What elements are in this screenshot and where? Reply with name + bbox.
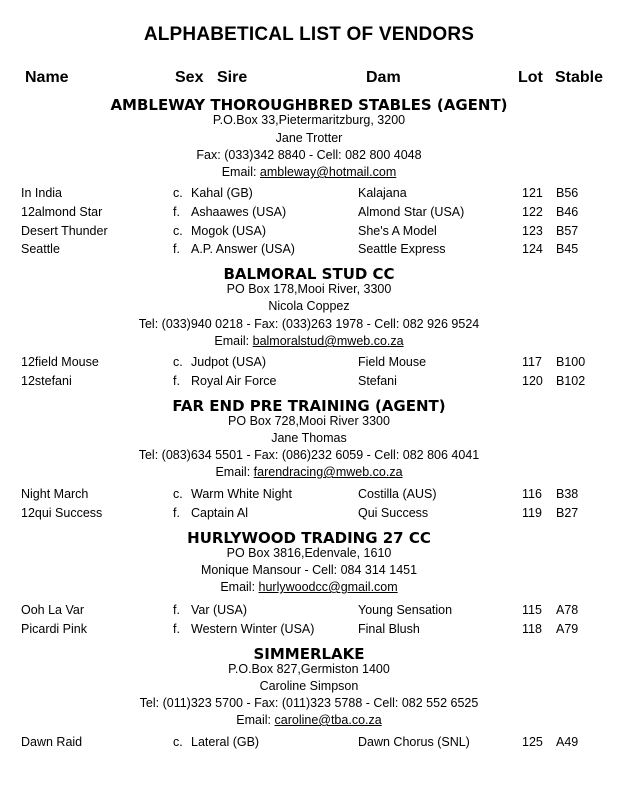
horse-stable: A79 (556, 622, 579, 636)
column-header-name: Name (25, 69, 69, 86)
vendor-address: P.O.Box 827,Germiston 1400 (228, 662, 390, 676)
email-label: Email: (214, 334, 253, 348)
horse-stable: B57 (556, 224, 579, 238)
horse-sex: c. (173, 224, 183, 238)
horse-sire: Ashaawes (USA) (191, 205, 287, 219)
column-header-stable: Stable (555, 69, 604, 86)
vendor-phones: Tel: (083)634 5501 - Fax: (086)232 6059 - Cell: 082 806 4041 (138, 448, 480, 462)
horse-sex: f. (173, 205, 180, 219)
horse-row (0, 735, 618, 753)
horse-lot: 116 (522, 487, 542, 501)
vendor-name: FAR END PRE TRAINING (AGENT) (172, 397, 446, 415)
vendor-email-link[interactable]: farendracing@mweb.co.za (253, 465, 403, 479)
horse-dam: Field Mouse (358, 355, 427, 369)
horse-name: Dawn Raid (21, 735, 83, 749)
horse-sire: Mogok (USA) (191, 224, 267, 238)
vendor-email-line (0, 580, 618, 594)
horse-stable: B45 (556, 242, 579, 256)
horse-stable: B102 (556, 374, 586, 388)
horse-sex: f. (173, 506, 180, 520)
horse-dam: Final Blush (358, 622, 420, 636)
vendor-email-line (0, 334, 618, 348)
vendor-address: PO Box 178,Mooi River, 3300 (226, 282, 392, 296)
vendor-address: PO Box 3816,Edenvale, 1610 (226, 546, 392, 560)
horse-lot: 124 (522, 242, 543, 256)
vendor-email-link[interactable]: caroline@tba.co.za (274, 713, 382, 727)
column-header-lot: Lot (518, 69, 543, 86)
vendor-name: AMBLEWAY THOROUGHBRED STABLES (AGENT) (110, 96, 508, 114)
horse-name: Ooh La Var (21, 603, 85, 617)
horse-lot: 120 (522, 374, 543, 388)
horse-name: 12stefani (21, 374, 72, 388)
horse-sex: f. (173, 374, 180, 388)
horse-sire: Captain Al (191, 506, 248, 520)
vendor-name: SIMMERLAKE (253, 645, 365, 663)
horse-stable: B56 (556, 186, 579, 200)
vendor-address: P.O.Box 33,Pietermaritzburg, 3200 (212, 113, 406, 127)
horse-row (0, 205, 618, 223)
horse-sex: c. (173, 186, 183, 200)
horse-dam: Dawn Chorus (SNL) (358, 735, 470, 749)
horse-lot: 125 (522, 735, 543, 749)
column-header-sex: Sex (175, 69, 204, 86)
horse-dam: She's A Model (358, 224, 437, 238)
horse-lot: 122 (522, 205, 543, 219)
vendor-contact: Nicola Coppez (268, 299, 350, 313)
email-label: Email: (215, 465, 254, 479)
vendor-name: BALMORAL STUD CC (223, 265, 395, 283)
column-header-sire: Sire (217, 69, 248, 86)
vendor-name: HURLYWOOD TRADING 27 CC (187, 529, 431, 547)
horse-lot: 115 (522, 603, 542, 617)
email-label: Email: (221, 165, 260, 179)
horse-dam: Qui Success (358, 506, 429, 520)
horse-row (0, 224, 618, 242)
vendor-address: PO Box 728,Mooi River 3300 (228, 414, 390, 428)
horse-stable: A78 (556, 603, 579, 617)
horse-row (0, 355, 618, 373)
vendor-phones: Fax: (033)342 8840 - Cell: 082 800 4048 (196, 148, 422, 162)
vendor-contact: Jane Trotter (275, 131, 343, 145)
horse-name: 12field Mouse (21, 355, 99, 369)
horse-sire: Lateral (GB) (191, 735, 260, 749)
horse-sex: f. (173, 603, 180, 617)
horse-name: 12qui Success (21, 506, 103, 520)
vendor-email-link[interactable]: balmoralstud@mweb.co.za (252, 334, 404, 348)
horse-row (0, 603, 618, 621)
horse-name: Picardi Pink (21, 622, 87, 636)
page-title: ALPHABETICAL LIST OF VENDORS (143, 24, 475, 45)
email-label: Email: (220, 580, 259, 594)
horse-lot: 118 (522, 622, 542, 636)
vendor-contact: Jane Thomas (271, 431, 347, 445)
horse-name: Seattle (21, 242, 60, 256)
horse-stable: B38 (556, 487, 579, 501)
horse-stable: A49 (556, 735, 579, 749)
horse-row (0, 374, 618, 392)
horse-name: Desert Thunder (21, 224, 108, 238)
horse-lot: 121 (522, 186, 543, 200)
horse-sex: f. (173, 242, 180, 256)
horse-stable: B46 (556, 205, 579, 219)
horse-dam: Kalajana (358, 186, 407, 200)
horse-row (0, 487, 618, 505)
horse-dam: Almond Star (USA) (358, 205, 465, 219)
horse-dam: Seattle Express (358, 242, 446, 256)
horse-lot: 117 (522, 355, 542, 369)
vendor-phones: Tel: (011)323 5700 - Fax: (011)323 5788 - Cell: 082 552 6525 (139, 696, 479, 710)
horse-sire: Judpot (USA) (191, 355, 267, 369)
horse-dam: Costilla (AUS) (358, 487, 437, 501)
horse-sex: f. (173, 622, 180, 636)
horse-sex: c. (173, 735, 183, 749)
email-label: Email: (236, 713, 275, 727)
vendor-email-line (0, 165, 618, 179)
horse-name: 12almond Star (21, 205, 103, 219)
horse-sire: Warm White Night (191, 487, 292, 501)
horse-name: Night March (21, 487, 89, 501)
horse-sire: Kahal (GB) (191, 186, 253, 200)
vendor-contact: Caroline Simpson (259, 679, 359, 693)
horse-row (0, 506, 618, 524)
horse-sire: Var (USA) (191, 603, 248, 617)
vendor-email-link[interactable]: ambleway@hotmail.com (259, 165, 397, 179)
vendor-email-line (0, 713, 618, 727)
vendor-contact: Monique Mansour - Cell: 084 314 1451 (200, 563, 418, 577)
horse-dam: Young Sensation (358, 603, 453, 617)
horse-row (0, 622, 618, 640)
horse-sire: Western Winter (USA) (191, 622, 315, 636)
horse-stable: B100 (556, 355, 586, 369)
horse-sex: c. (173, 487, 183, 501)
horse-sire: A.P. Answer (USA) (191, 242, 295, 256)
horse-sex: c. (173, 355, 183, 369)
horse-lot: 119 (522, 506, 542, 520)
horse-stable: B27 (556, 506, 579, 520)
vendor-email-link[interactable]: hurlywoodcc@gmail.com (258, 580, 398, 594)
horse-name: In India (21, 186, 63, 200)
horse-sire: Royal Air Force (191, 374, 277, 388)
horse-row (0, 242, 618, 260)
column-header-dam: Dam (366, 69, 401, 86)
horse-lot: 123 (522, 224, 543, 238)
vendor-email-line (0, 465, 618, 479)
vendor-phones: Tel: (033)940 0218 - Fax: (033)263 1978 - Cell: 082 926 9524 (138, 317, 480, 331)
horse-row (0, 186, 618, 204)
horse-dam: Stefani (358, 374, 397, 388)
